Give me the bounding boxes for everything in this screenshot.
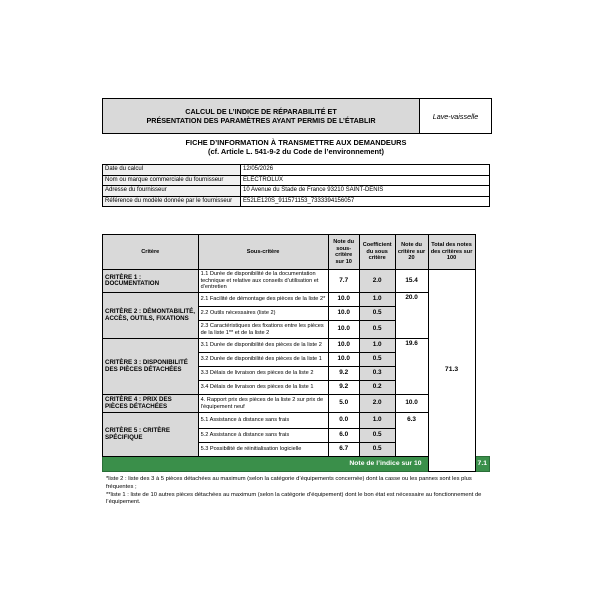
sub-criterion-note: 6.7 [328, 443, 359, 457]
col-header-sous-critere: Sous-critère [198, 235, 328, 270]
sub-criterion-coef: 2.0 [359, 395, 395, 413]
sub-criterion-note: 0.0 [328, 413, 359, 429]
criterion-name: CRITÈRE 3 : DISPONIBILITÉ DES PIÈCES DÉTACHÉES [103, 339, 199, 395]
info-value: E52LE120S_911571153_7333394156057 [241, 196, 490, 207]
sub-criterion-label: 3.3 Délais de livraison des pièces de la liste 2 [198, 367, 328, 381]
sub-criterion-coef: 1.0 [359, 293, 395, 307]
sub-criterion-note: 10.0 [328, 293, 359, 307]
sub-criterion-label: 2.2 Outils nécessaires (liste 2) [198, 307, 328, 321]
criterion-score: 15.4 [395, 270, 428, 293]
sub-criterion-label: 2.1 Facilité de démontage des pièces de la liste 2* [198, 293, 328, 307]
sub-criterion-coef: 0.5 [359, 443, 395, 457]
footnotes [106, 476, 494, 507]
total-score: 71.3 [428, 270, 475, 472]
table-row [103, 270, 490, 293]
info-table [102, 164, 490, 207]
sub-criterion-note: 10.0 [328, 353, 359, 367]
sub-criterion-label: 4. Rapport prix des pièces de la liste 2 sur prix de l’équipement neuf [198, 395, 328, 413]
fiche-line2: (cf. Article L. 541-9-2 du Code de l’environnement) [208, 147, 384, 156]
info-label: Adresse du fournisseur [103, 186, 241, 197]
footnote-liste-2: *liste 2 : liste des 3 à 5 pièces détachées au maximum (selon la catégorie d’équipements concernée) dont la casse ou les pannes sont les plus fréquentes ; [106, 476, 472, 490]
sub-criterion-note: 5.0 [328, 395, 359, 413]
sub-criterion-note: 9.2 [328, 381, 359, 395]
table-header-row [103, 235, 490, 270]
sub-criterion-label: 3.1 Durée de disponibilité des pièces de la liste 2 [198, 339, 328, 353]
sub-criterion-label: 5.1 Assistance à distance sans frais [198, 413, 328, 429]
sub-criterion-coef: 2.0 [359, 270, 395, 293]
criterion-name: CRITÈRE 2 : DÉMONTABILITÉ, ACCÈS, OUTILS, FIXATIONS [103, 293, 199, 339]
info-value: 10 Avenue du Stade de France 93210 SAINT-DENIS [241, 186, 490, 197]
criterion-name: CRITÈRE 5 : CRITÈRE SPÉCIFIQUE [103, 413, 199, 457]
sub-criterion-coef: 0.5 [359, 353, 395, 367]
sub-criterion-note: 7.7 [328, 270, 359, 293]
info-row [103, 196, 490, 207]
info-row [103, 186, 490, 197]
info-label: Nom ou marque commerciale du fournisseur [103, 175, 241, 186]
sub-criterion-coef: 0.5 [359, 429, 395, 443]
info-row [103, 165, 490, 176]
info-value: ELECTROLUX [241, 175, 490, 186]
sub-criterion-coef: 0.3 [359, 367, 395, 381]
header-title [103, 99, 420, 133]
sub-criterion-coef: 0.5 [359, 321, 395, 339]
sub-criterion-note: 10.0 [328, 339, 359, 353]
col-header-total: Total des notes des critères sur 100 [428, 235, 475, 270]
sub-criterion-note: 10.0 [328, 321, 359, 339]
sub-criterion-label: 3.2 Durée de disponibilité des pièces de la liste 1 [198, 353, 328, 367]
final-score-value: 7.1 [475, 457, 489, 472]
criterion-score: 20.0 [395, 293, 428, 339]
footnote-liste-1: **liste 1 : liste de 10 autres pièces détachées au maximum (selon la catégorie d’équipement) dont le bon état est nécessaire au fonctionnement de l’équipement. [106, 491, 482, 506]
info-value: 12/05/2026 [241, 165, 490, 176]
col-header-coef: Coefficient du sous critère [359, 235, 395, 270]
col-header-note-sous: Note du sous-critère sur 10 [328, 235, 359, 270]
fiche-line1: FICHE D’INFORMATION À TRANSMETTRE AUX DEMANDEURS [185, 138, 407, 147]
criterion-name: CRITÈRE 4 : PRIX DES PIÈCES DÉTACHÉES [103, 395, 199, 413]
sub-criterion-note: 10.0 [328, 307, 359, 321]
product-category: Lave-vaisselle [432, 111, 479, 121]
col-header-note-critere: Note du critère sur 20 [395, 235, 428, 270]
criterion-score: 19.6 [395, 339, 428, 395]
final-score-label: Note de l’indice sur 10 [103, 457, 429, 472]
criterion-score: 6.3 [395, 413, 428, 457]
header-box [102, 98, 492, 134]
info-label: Référence du modèle donnée par le fournisseur [103, 196, 241, 207]
sub-criterion-coef: 1.0 [359, 339, 395, 353]
col-header-critere: Critère [103, 235, 199, 270]
sub-criterion-label: 3.4 Délais de livraison des pièces de la liste 1 [198, 381, 328, 395]
sub-criterion-label: 5.2 Assistance à distance sans frais [198, 429, 328, 443]
sub-criterion-note: 6.0 [328, 429, 359, 443]
sub-criterion-label: 2.3 Caractéristiques des fixations entre les pièces de la liste 1** et de la liste 2 [198, 321, 328, 339]
header-title-line1: CALCUL DE L’INDICE DE RÉPARABILITÉ ET [185, 107, 337, 116]
info-row [103, 175, 490, 186]
criterion-score: 10.0 [395, 395, 428, 413]
sub-criterion-note: 9.2 [328, 367, 359, 381]
sub-criterion-coef: 0.5 [359, 307, 395, 321]
sub-criterion-coef: 0.2 [359, 381, 395, 395]
sub-criterion-coef: 1.0 [359, 413, 395, 429]
fiche-heading [102, 138, 490, 156]
info-label: Date du calcul [103, 165, 241, 176]
header-title-line2: PRÉSENTATION DES PARAMÈTRES AYANT PERMIS DE L’ÉTABLIR [146, 116, 376, 125]
sub-criterion-label: 1.1 Durée de disponibilité de la documentation technique et relative aux conseils d’utilisation et d’entretien [198, 270, 328, 293]
criterion-name: CRITÈRE 1 : DOCUMENTATION [103, 270, 199, 293]
sub-criterion-label: 5.3 Possibilité de réinitialisation logicielle [198, 443, 328, 457]
score-table [102, 234, 490, 472]
